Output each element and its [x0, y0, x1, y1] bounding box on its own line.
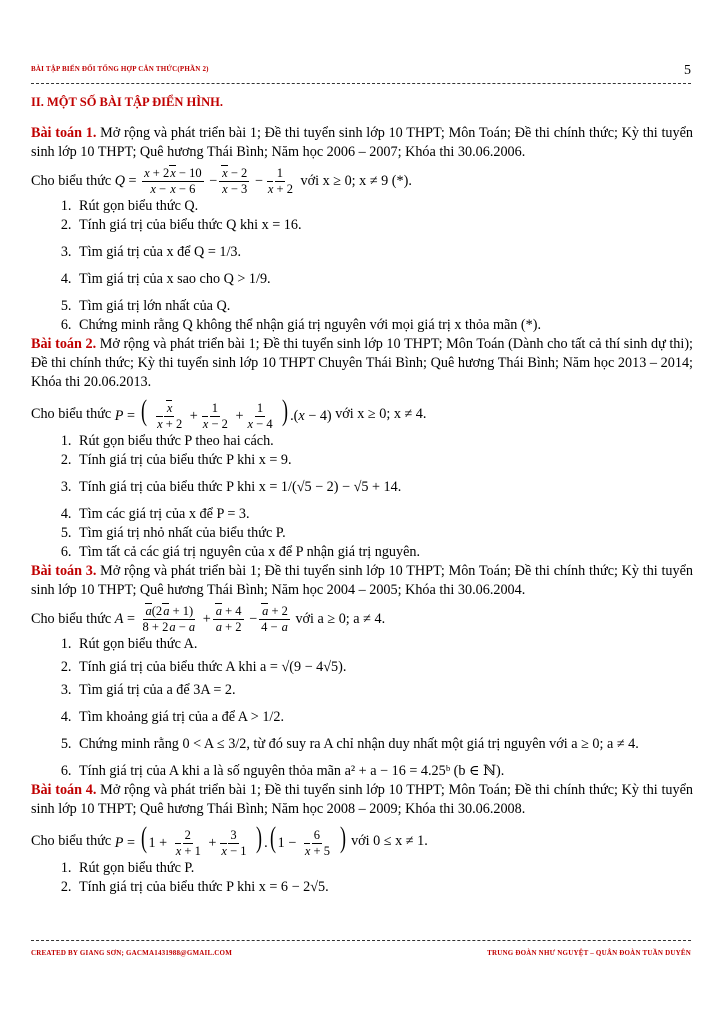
list-item: 4. Tìm khoảng giá trị của a để A > 1/2. [75, 708, 693, 727]
condition-text: với x ≥ 0; x ≠ 4. [335, 405, 427, 422]
list-item: 2. Tính giá trị của biểu thức P khi x = 9. [75, 451, 693, 470]
header-title: BÀI TẬP BIẾN ĐỔI TỔNG HỢP CĂN THỨC(PHẦN 2) [31, 65, 209, 73]
problem-label: Bài toán 2. [31, 336, 97, 352]
page-header [31, 63, 691, 84]
list-item: 1. Rút gọn biểu thức A. [75, 635, 693, 654]
problem-expression [31, 823, 693, 859]
list-item: 4. Tìm các giá trị của x để P = 3. [75, 505, 693, 524]
given-prefix: Cho biểu thức [31, 405, 112, 422]
list-item: 1. Rút gọn biểu thức P theo hai cách. [75, 432, 693, 451]
given-prefix: Cho biểu thức [31, 832, 112, 849]
list-item: 4. Tìm giá trị của x sao cho Q > 1/9. [75, 270, 693, 289]
list-item: 2. Tính giá trị của biểu thức P khi x = 6 − 2√5. [75, 878, 693, 897]
given-prefix: Cho biểu thức [31, 173, 112, 189]
page-footer [31, 940, 691, 957]
list-item: 2. Tính giá trị của biểu thức Q khi x = 16. [75, 216, 693, 235]
footer-right: TRUNG ĐOÀN NHƯ NGUYỆT – QUÂN ĐOÀN TUẦN DUYÊN [487, 949, 691, 957]
list-item: 2. Tính giá trị của biểu thức A khi a = √(9 − 4√5). [75, 658, 693, 677]
problem-intro [31, 562, 693, 600]
condition-text: với x ≥ 0; x ≠ 9 (*). [300, 173, 412, 189]
task-list [31, 197, 693, 335]
problem-label: Bài toán 3. [31, 563, 97, 580]
list-item: 1. Rút gọn biểu thức Q. [75, 197, 693, 216]
list-item: 6. Chứng minh rằng Q không thể nhận giá trị nguyên với mọi giá trị x thỏa mãn (*). [75, 316, 693, 335]
page-content [31, 124, 693, 897]
problem-label: Bài toán 4. [31, 782, 97, 799]
formula-image: P = ( 1 + $\frac{2}{x + 1}$ + $\frac{3}{x - 1}$ ) .( 1 − $\frac{6}{x + 5}$ ) [114, 821, 346, 859]
list-item: 3. Tính giá trị của biểu thức P khi x = 1/(√5 − 2) − √5 + 14. [75, 478, 693, 497]
formula-image: P = ( $\frac{x}{x + 2}$ + $\frac{1}{x - 2}$ + $\frac{1}{x - 4}$ ) .(x − 4) [114, 394, 332, 432]
problem-intro-text: Mở rộng và phát triển bài 1; Đề thi tuyển sinh lớp 10 THPT; Môn Toán; Đề thi chính thức; Kỳ thi tuyển sinh lớp 10 THPT; Quê hương Thái Bình; Năm học 2004 – 2005; Khóa thi 30.06.2004. [31, 563, 693, 599]
problem-intro-text: Mở rộng và phát triển bài 1; Đề thi tuyển sinh lớp 10 THPT; Môn Toán; Đề thi chính thức; Kỳ thi tuyển sinh lớp 10 THPT; Quê hương Thái Bình; Năm học 2006 – 2007; Khóa thi 30.06.2006. [31, 125, 693, 160]
problem-expression [31, 604, 693, 635]
formula-image: Q = $\frac{x + 2x - 10}{x - x - 6}$ − $\frac{x - 2}{x - 3}$ − $\frac{1}{x + 2}$ [114, 166, 293, 196]
formula-image: A = $\frac{a(2a + 1)}{8 + 2a - a}$ + $\frac{a + 4}{a + 2}$ − $\frac{a + 2}{4 - a}$ [114, 604, 288, 635]
task-list [31, 859, 693, 897]
list-item: 6. Tìm tất cả các giá trị nguyên của x để P nhận giá trị nguyên. [75, 543, 693, 562]
condition-text: với a ≥ 0; a ≠ 4. [295, 611, 386, 628]
given-prefix: Cho biểu thức [31, 611, 112, 628]
section-title: II. MỘT SỐ BÀI TẬP ĐIỂN HÌNH. [31, 95, 223, 109]
problem-expression [31, 396, 693, 432]
list-item: 3. Tìm giá trị của a để 3A = 2. [75, 681, 693, 700]
problem-intro [31, 335, 693, 392]
problem-intro-text: Mở rộng và phát triển bài 1; Đề thi tuyển sinh lớp 10 THPT; Môn Toán; Đề thi chính thức; Kỳ thi tuyển sinh lớp 10 THPT; Quê hương Thái Bình; Năm học 2008 – 2009; Khóa thi 30.06.2008. [31, 782, 693, 818]
task-list [31, 432, 693, 562]
footer-left: CREATED BY GIANG SƠN; GACMA1431988@GMAIL.COM [31, 949, 233, 957]
problem-intro [31, 781, 693, 819]
task-list [31, 635, 693, 781]
list-item: 6. Tính giá trị của A khi a là số nguyên thỏa mãn a² + a − 16 = 4.25ᵇ (b ∈ ℕ). [75, 762, 693, 781]
problem-intro [31, 124, 693, 162]
list-item: 3. Tìm giá trị của x để Q = 1/3. [75, 243, 693, 262]
problem-intro-text: Mở rộng và phát triển bài 1; Đề thi tuyển sinh lớp 10 THPT; Môn Toán (Dành cho tất cả thí sinh dự thi); Đề thi chính thức; Kỳ thi tuyển sinh lớp 10 THPT Chuyên Thái Bình; Quê hương Thái Bình; Năm học 2013 – 2014; Khóa thi 20.06.2013. [31, 336, 694, 390]
list-item: 5. Chứng minh rằng 0 < A ≤ 3/2, từ đó suy ra A chỉ nhận duy nhất một giá trị nguyên với a ≥ 0; a ≠ 4. [75, 735, 693, 754]
page-number: 5 [684, 63, 691, 78]
list-item: 5. Tìm giá trị lớn nhất của Q. [75, 297, 693, 316]
problem-expression [31, 166, 693, 197]
list-item: 5. Tìm giá trị nhỏ nhất của biểu thức P. [75, 524, 693, 543]
list-item: 1. Rút gọn biểu thức P. [75, 859, 693, 878]
condition-text: với 0 ≤ x ≠ 1. [351, 832, 428, 849]
problem-label: Bài toán 1. [31, 125, 97, 141]
